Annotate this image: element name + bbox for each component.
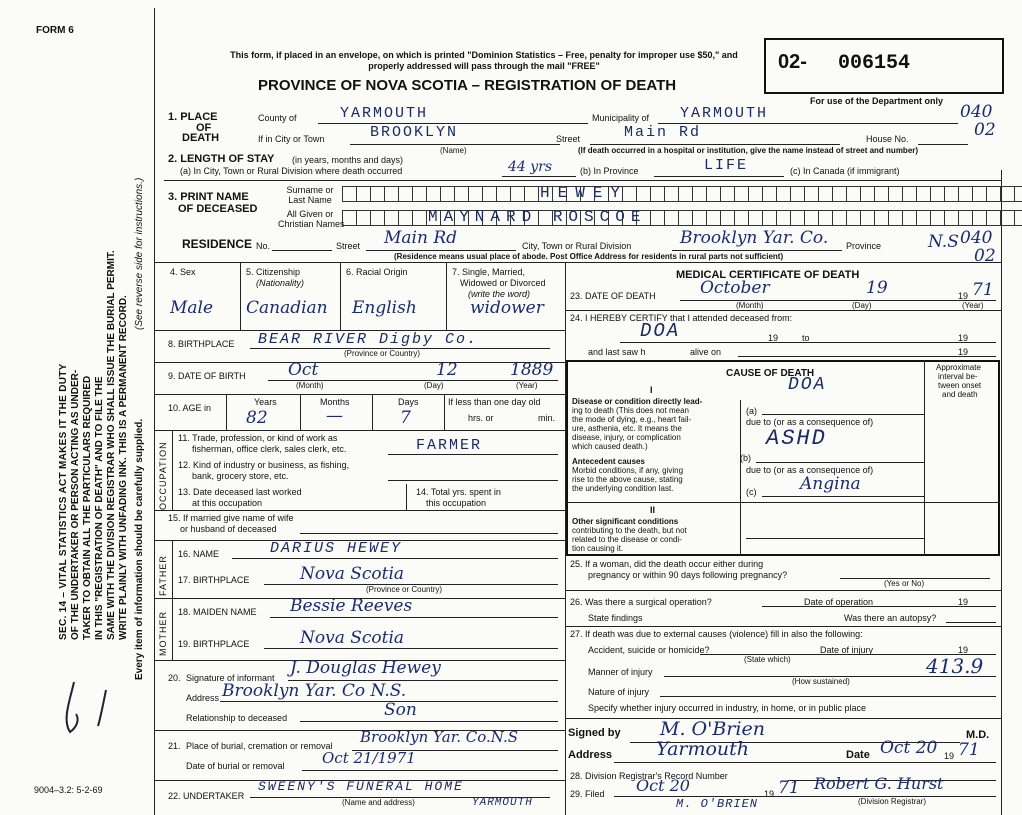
death-label: DEATH (182, 132, 220, 144)
stay-canada-label: (c) In Canada (if immigrant) (790, 166, 900, 176)
md-label: M.D. (966, 729, 990, 741)
side-instruction-5: SAME WITH THE DIVISION REGISTRAR WHO SHALL ISSUE THE BURIAL PERMIT. (106, 250, 117, 640)
disease-label-1: Disease or condition directly lead- (572, 397, 703, 406)
stay-note: (in years, months and days) (292, 155, 404, 165)
attended-value: DOA (640, 320, 681, 342)
dob-label: 9. DATE OF BIRTH (168, 371, 246, 381)
days-label: Days (398, 397, 419, 407)
filed-year-value: 71 (778, 778, 800, 798)
side-instruction-6: WRITE PLAINLY WITH UNFADING INK. THIS IS A PERMANENT RECORD. (118, 295, 129, 640)
name-caption: (Name) (440, 146, 467, 155)
op-19: 19 (958, 597, 969, 607)
antecedent-label-4: the underlying condition last. (572, 484, 674, 493)
item-21: 21. (168, 741, 181, 751)
certify-label: 24. I HEREBY CERTIFY that I attended deceased from: (570, 313, 793, 323)
date-op-label: Date of operation (804, 597, 874, 607)
years-label: Years (254, 397, 277, 407)
dob-day: 12 (436, 360, 458, 380)
residence-note: (Residence means usual place of abode. Post Office Address for residents in rural parts not sufficient) (394, 252, 784, 261)
reverse-note: (See reverse side for instructions.) (134, 177, 145, 330)
accident-label: Accident, suicide or homicide? (588, 645, 710, 655)
injury-code-value: 413.9 (926, 654, 984, 678)
surname-label-1: Surname or (286, 185, 334, 195)
code-3: 040 (960, 228, 993, 248)
given-name-value: MAYNARD ROSCOE (428, 208, 647, 226)
street-value: Main Rd (624, 124, 702, 141)
min-label: min. (538, 413, 556, 423)
right-border (1001, 170, 1002, 815)
alive-on-label: alive on (690, 347, 722, 357)
house-no-label: House No. (866, 134, 909, 144)
nature-label: Nature of injury (588, 687, 650, 697)
code-4: 02 (974, 246, 996, 266)
every-item-note: Every item of information should be carefully supplied. (134, 418, 145, 680)
side-instruction-2: OF THE UNDERTAKER OR PERSON ACTING AS UNDER- (70, 369, 81, 640)
antecedent-label-1: Antecedent causes (572, 457, 645, 466)
age-years-value: 82 (246, 408, 268, 428)
death-year-prefix: 19 (958, 291, 969, 301)
county-value: YARMOUTH (340, 105, 429, 122)
dob-month: Oct (288, 360, 319, 380)
certify-19-a: 19 (768, 333, 779, 343)
dob-year: 1889 (510, 360, 554, 380)
due-to-1: due to (or as a consequence of) (746, 417, 874, 427)
how-caption: (How sustained) (792, 677, 850, 686)
external-label: 27. If death was due to external causes (violence) fill in also the following: (570, 629, 863, 639)
cause-a-label: (a) (746, 406, 757, 416)
clerk-mark (40, 670, 120, 750)
residence-no-label: No. (256, 241, 271, 251)
alive-19: 19 (958, 347, 969, 357)
occupation-label: OCCUPATION (158, 441, 168, 510)
mother-label: MOTHER (158, 611, 168, 656)
division-record-label: 28. Division Registrar's Record Number (570, 771, 728, 781)
father-name-value: DARIUS HEWEY (270, 540, 403, 557)
other-label-4: tion causing it. (572, 544, 624, 553)
dob-year-caption: (Year) (516, 381, 538, 390)
registrar-signature: Robert G. Hurst (814, 774, 944, 793)
cause-c-value: Angina (800, 474, 861, 494)
date-label: Date (846, 749, 870, 761)
hrs-label: hrs. or (468, 413, 494, 423)
approx-4: and death (942, 390, 978, 399)
age-label: 10. AGE in (168, 403, 212, 413)
mother-maiden-label: 18. MAIDEN NAME (178, 607, 257, 617)
given-label-2: Christian Names (278, 219, 345, 229)
print-name-label: 3. PRINT NAME (168, 191, 249, 203)
undertaker-caption: (Name and address) (342, 798, 415, 807)
marital-label-3: (write the word) (468, 289, 531, 299)
residence-street-label: Street (336, 241, 361, 251)
occ12-label-2: bank, grocery store, etc. (192, 471, 289, 481)
undertaker-town: YARMOUTH (472, 797, 533, 809)
occ14-label-1: 14. Total yrs. spent in (416, 487, 501, 497)
birthplace-label: 8. BIRTHPLACE (168, 339, 235, 349)
death-month-caption: (Month) (736, 301, 764, 310)
marital-label-1: 7. Single, Married, (452, 267, 526, 277)
dob-month-caption: (Month) (296, 381, 324, 390)
side-instruction-1: SEC. 14 – VITAL STATISTICS ACT MAKES IT THE DUTY (58, 363, 69, 640)
birthplace-value: BEAR RIVER Digby Co. (258, 331, 479, 348)
signed-by-label: Signed by (568, 727, 621, 739)
occ11-label-2: fisherman, office clerk, sales clerk, etc. (192, 444, 347, 454)
mother-maiden-value: Bessie Reeves (290, 596, 413, 616)
stamp-name: M. O'BRIEN (676, 797, 759, 811)
injury-19: 19 (958, 645, 969, 655)
father-birthplace-label: 17. BIRTHPLACE (178, 575, 250, 585)
cause-c-label: (c) (746, 487, 757, 497)
registration-number: 006154 (838, 52, 911, 75)
filed-label: 29. Filed (570, 789, 605, 799)
other-label-3: related to the disease or condi- (572, 535, 682, 544)
antecedent-label-2: Morbid conditions, if any, giving (572, 466, 684, 475)
mother-birthplace-value: Nova Scotia (300, 628, 405, 648)
certify-19-b: 19 (958, 333, 969, 343)
sex-label: 4. Sex (170, 267, 196, 277)
medical-certificate-title: MEDICAL CERTIFICATE OF DEATH (676, 269, 860, 281)
city-value: BROOKLYN (370, 124, 459, 141)
sex-value: Male (170, 298, 214, 318)
of-deceased-label: OF DECEASED (178, 203, 258, 215)
residence-province-value: N.S (928, 232, 959, 252)
age-months-value: — (326, 406, 343, 426)
dob-day-caption: (Day) (424, 381, 444, 390)
occupation-value: FARMER (416, 437, 483, 454)
part-two-label: II (650, 505, 656, 515)
racial-label: 6. Racial Origin (346, 267, 408, 277)
months-label: Months (320, 397, 350, 407)
item-20: 20. (168, 673, 181, 683)
marital-value: widower (470, 298, 544, 318)
cause-b-label: (b) (740, 453, 751, 463)
death-day-caption: (Day) (852, 301, 872, 310)
citizenship-value: Canadian (246, 298, 328, 318)
disease-label-5: disease, injury, or complication (572, 433, 681, 442)
sign-date-value: Oct 20 (880, 738, 938, 758)
cause-title: CAUSE OF DEATH (726, 368, 815, 379)
occ13-label-1: 13. Date deceased last worked (178, 487, 302, 497)
residence-street-value: Main Rd (384, 228, 458, 248)
disease-label-3: the mode of dying, e.g., heart fail- (572, 415, 692, 424)
nationality-label: (Nationality) (256, 278, 305, 288)
registration-prefix: 02- (778, 51, 807, 73)
left-border (154, 8, 155, 815)
married-label-1: 15. If married give name of wife (168, 513, 294, 523)
given-label-1: All Given or (286, 209, 334, 219)
occ12-label-1: 12. Kind of industry or business, as fishing, (178, 460, 350, 470)
yes-no-caption: (Yes or No) (884, 579, 925, 588)
sign-19: 19 (944, 751, 955, 761)
filed-19: 19 (764, 789, 775, 799)
date-injury-label: Date of injury (820, 645, 874, 655)
due-to-2: due to (or as a consequence of) (746, 465, 874, 475)
occ13-label-2: at this occupation (192, 498, 263, 508)
undertaker-value: SWEENY'S FUNERAL HOME (258, 779, 464, 794)
informant-label: Signature of informant (186, 673, 275, 683)
form-label: FORM 6 (36, 25, 74, 36)
father-name-label: 16. NAME (178, 549, 220, 559)
side-instruction-4: IN THIS "REGISTRATION OF DEATH" AND TO FILE THE (94, 376, 105, 640)
surname-boxes (342, 186, 1022, 202)
death-year-caption: (Year) (962, 301, 984, 310)
state-which-caption: (State which) (744, 655, 791, 664)
autopsy-label: Was there an autopsy? (844, 613, 937, 623)
death-month: October (700, 278, 770, 298)
sign-address-value: Yarmouth (656, 738, 750, 760)
approx-1: Approximate (936, 363, 981, 372)
last-saw-label: and last saw h (588, 347, 646, 357)
informant-address-label: Address (186, 693, 220, 703)
informant-address-value: Brooklyn Yar. Co N.S. (222, 681, 407, 701)
surname-label-2: Last Name (288, 195, 332, 205)
mother-birthplace-label: 19. BIRTHPLACE (178, 639, 250, 649)
less-day-label: If less than one day old (448, 397, 541, 407)
surname-value: HEWEY (540, 184, 629, 202)
street-label: Street (556, 134, 581, 144)
address-label: Address (568, 749, 613, 761)
approx-2: interval be- (938, 372, 978, 381)
state-findings-label: State findings (588, 613, 643, 623)
marital-label-2: Widowed or Divorced (460, 278, 546, 288)
residence-city-label: City, Town or Rural Division (522, 241, 632, 251)
side-instruction-3: TAKER TO OBTAIN ALL THE PARTICULARS REQUIRED (82, 375, 93, 640)
other-label-2: contributing to the death, but not (572, 526, 687, 535)
death-year: 71 (972, 280, 994, 300)
surgical-label: 26. Was there a surgical operation? (570, 597, 712, 607)
birthplace-caption: (Province or Country) (344, 349, 421, 358)
disease-label-2: ing to death (This does not mean (572, 406, 689, 415)
other-label-1: Other significant conditions (572, 517, 679, 526)
stay-city-label: (a) In City, Town or Rural Division where death occurred (180, 166, 403, 176)
citizenship-label: 5. Citizenship (246, 267, 301, 277)
relationship-value: Son (384, 700, 417, 720)
municipality-value: YARMOUTH (680, 105, 769, 122)
occ14-label-2: this occupation (426, 498, 487, 508)
age-days-value: 7 (400, 408, 411, 428)
married-label-2: or husband of deceased (180, 524, 277, 534)
part-one-label: I (650, 385, 653, 395)
burial-place-value: Brooklyn Yar. Co.N.S (360, 728, 519, 746)
manner-label: Manner of injury (588, 667, 653, 677)
informant-value: J. Douglas Hewey (290, 658, 441, 678)
undertaker-label: 22. UNDERTAKER (168, 791, 245, 801)
code-2: 02 (974, 120, 996, 140)
cause-title-doa: DOA (788, 375, 827, 395)
place-label: 1. PLACE (168, 111, 218, 123)
burial-place-label: Place of burial, cremation or removal (186, 741, 333, 751)
sign-year-value: 71 (958, 740, 980, 760)
father-birthplace-caption: (Province or Country) (366, 585, 443, 594)
certify-to: to (802, 333, 810, 343)
disease-label-6: which caused death.) (572, 442, 648, 451)
county-label: County of (258, 113, 297, 123)
racial-value: English (352, 298, 417, 318)
signer-value: M. O'Brien (660, 718, 765, 740)
stay-province-label: (b) In Province (580, 166, 639, 176)
division-registrar-caption: (Division Registrar) (858, 797, 927, 806)
antecedent-label-3: rise to the above cause, stating (572, 475, 683, 484)
municipality-label: Municipality of (592, 113, 650, 123)
father-birthplace-value: Nova Scotia (300, 564, 405, 584)
stay-city-value: 44 yrs (508, 159, 553, 175)
occ11-label-1: 11. Trade, profession, or kind of work as (178, 433, 338, 443)
page-title: PROVINCE OF NOVA SCOTIA – REGISTRATION OF DEATH (258, 77, 677, 94)
date-of-death-label: 23. DATE OF DEATH (570, 291, 656, 301)
hospital-note: (If death occurred in a hospital or institution, give the name instead of street and number) (578, 146, 919, 155)
registration-number-box (764, 38, 1004, 94)
disease-label-4: ure, asthenia, etc. It means the (572, 424, 682, 433)
top-notice: This form, if placed in an envelope, on which is printed "Dominion Statistics – Free, penalty for improper use $50," and properly addressed will pass through the mail "FREE" (230, 50, 738, 71)
dept-use-note: For use of the Department only (810, 96, 944, 106)
woman-label-2: pregnancy or within 90 days following pregnancy? (588, 570, 788, 580)
father-label: FATHER (158, 555, 168, 596)
specify-label: Specify whether injury occurred in industry, in home, or in public place (588, 703, 866, 713)
city-label: If in City or Town (258, 134, 325, 144)
stay-province-value: LIFE (704, 157, 749, 174)
province-label: Province (846, 241, 882, 251)
burial-date-value: Oct 21/1971 (322, 749, 416, 767)
form-code: 9004–3.2: 5-2-69 (34, 785, 103, 795)
of-label: OF (196, 122, 212, 134)
approx-3: tween onset (938, 381, 982, 390)
death-day: 19 (866, 278, 888, 298)
residence-city-value: Brooklyn Yar. Co. (680, 228, 829, 248)
relationship-label: Relationship to deceased (186, 713, 288, 723)
cause-b-value: ASHD (766, 426, 827, 451)
code-1: 040 (960, 102, 993, 122)
length-of-stay-label: 2. LENGTH OF STAY (168, 153, 275, 165)
woman-label-1: 25. If a woman, did the death occur either during (570, 559, 764, 569)
residence-label: RESIDENCE (182, 237, 253, 251)
burial-date-label: Date of burial or removal (186, 761, 285, 771)
filed-month-value: Oct 20 (636, 776, 690, 795)
